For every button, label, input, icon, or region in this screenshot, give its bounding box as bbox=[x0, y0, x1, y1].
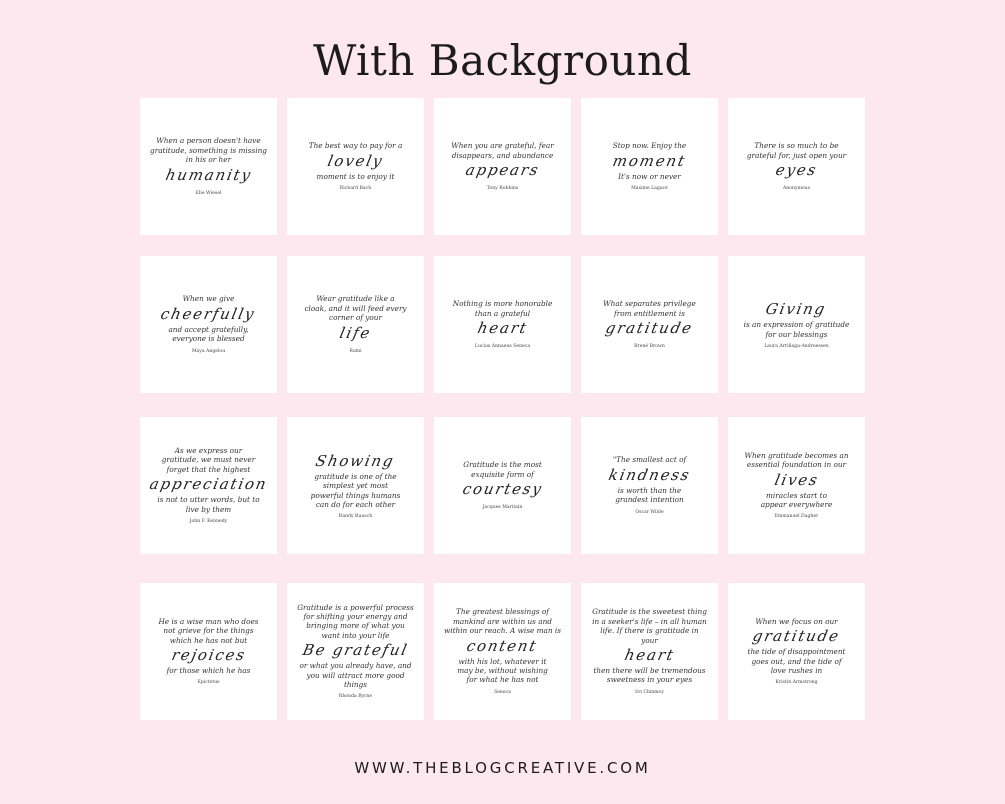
quote-card[interactable] bbox=[728, 417, 865, 554]
quote-script-word: content bbox=[465, 636, 540, 655]
quote-author: Laura Arrillaga-Andreessen bbox=[764, 343, 829, 349]
quote-author: Lucius Annaeus Seneca bbox=[474, 343, 531, 349]
quote-card[interactable] bbox=[728, 256, 865, 393]
quote-text-continued: miracles start to appear everywhere bbox=[760, 490, 833, 509]
quote-text: Gratitude is a powerful process for shifting your energy and bringing more of what you want into your life bbox=[297, 602, 414, 640]
quote-card[interactable] bbox=[140, 98, 277, 235]
quote-script-word: courtesy bbox=[460, 479, 545, 498]
quote-text-continued: the tide of disappointment goes out, and the tide of love rushes in bbox=[747, 647, 846, 675]
quote-card[interactable] bbox=[581, 98, 718, 235]
quote-card[interactable] bbox=[434, 583, 571, 720]
quote-script-word: rejoices bbox=[169, 645, 248, 664]
quote-text-continued: and accept gratefully, everyone is blessed bbox=[168, 324, 249, 344]
quote-author: Kristin Armstrong bbox=[775, 680, 818, 686]
quote-script-word: eyes bbox=[774, 160, 819, 179]
quote-author: Emmanuel Dagher bbox=[774, 514, 819, 520]
quote-script-word: Be grateful bbox=[301, 641, 410, 660]
quote-card[interactable] bbox=[728, 98, 865, 235]
quote-card[interactable] bbox=[581, 417, 718, 554]
quote-card[interactable] bbox=[434, 256, 571, 393]
quote-script-word: appears bbox=[463, 160, 542, 179]
quote-text: When gratitude becomes an essential foundation in our bbox=[744, 450, 849, 470]
quote-card[interactable] bbox=[287, 417, 424, 554]
quote-text: The greatest blessings of mankind are within us and within our reach. A wise man is bbox=[444, 607, 561, 636]
quote-text-continued: is worth than the grandest intention bbox=[615, 485, 684, 505]
quote-author: Richard Bach bbox=[339, 185, 372, 191]
quote-text: When we give bbox=[182, 294, 235, 304]
quote-text-continued: gratitude is one of the simplest yet most powerful things humans can do for each other bbox=[310, 471, 401, 509]
quote-text: There is so much to be grateful for, just open your bbox=[746, 141, 847, 160]
quote-card[interactable] bbox=[287, 583, 424, 720]
quote-author: Rumi bbox=[349, 348, 362, 354]
quote-text: "The smallest act of bbox=[612, 455, 687, 465]
quote-card[interactable] bbox=[140, 256, 277, 393]
quote-text-continued: It's now or never bbox=[618, 171, 681, 181]
quote-text: He is a wise man who does not grieve for the things which he has not but bbox=[158, 616, 259, 645]
quote-script-word: cheerfully bbox=[159, 304, 258, 323]
quote-text: Gratitude is the most exquisite form of bbox=[463, 460, 542, 479]
quote-text: When you are grateful, fear disappears, and abundance bbox=[451, 141, 554, 160]
quote-text: As we express our gratitude, we must never forget that the highest bbox=[161, 445, 256, 474]
quote-card[interactable] bbox=[434, 98, 571, 235]
quote-card[interactable] bbox=[287, 98, 424, 235]
quote-author: Epictetus bbox=[197, 680, 220, 686]
quote-script-word: appreciation bbox=[147, 475, 270, 494]
quote-text: When we focus on our bbox=[755, 616, 838, 626]
quote-text: What separates privilege from entitlement is bbox=[603, 299, 696, 318]
quote-card[interactable] bbox=[140, 417, 277, 554]
quote-card[interactable] bbox=[728, 583, 865, 720]
quote-script-word: moment bbox=[611, 151, 688, 170]
quote-text: The best way to pay for a bbox=[308, 141, 403, 151]
quote-card[interactable] bbox=[581, 256, 718, 393]
quote-script-word: humanity bbox=[163, 165, 254, 184]
quote-script-word: heart bbox=[475, 318, 530, 337]
quote-script-word: gratitude bbox=[604, 318, 695, 337]
quote-text-continued: is an expression of gratitude for our blessings bbox=[743, 320, 850, 339]
quote-text: Nothing is more honorable than a grateful bbox=[452, 299, 553, 318]
quote-card[interactable] bbox=[581, 583, 718, 720]
quote-card[interactable] bbox=[140, 583, 277, 720]
quote-text: When a person doesn't have gratitude, something is missing in his or her bbox=[150, 136, 267, 165]
quote-text: Wear gratitude like a cloak, and it will feed every corner of your bbox=[304, 294, 407, 323]
quote-text-continued: for those which he has bbox=[166, 665, 251, 675]
website-url[interactable]: WWW.THEBLOGCREATIVE.COM bbox=[354, 759, 651, 777]
quote-author: Tony Robbins bbox=[486, 185, 519, 191]
quote-author: Sri Chinmoy bbox=[635, 689, 664, 695]
quote-script-word: gratitude bbox=[751, 627, 842, 646]
quote-text: Gratitude is the sweetest thing in a seeker's life – in all human life. If there is gratitude in your bbox=[592, 607, 707, 645]
quote-author: Seneca bbox=[494, 689, 511, 695]
quote-author: Elie Wiesel bbox=[195, 190, 222, 196]
quote-script-word: lovely bbox=[325, 151, 386, 170]
quote-card[interactable] bbox=[434, 417, 571, 554]
quote-author: Rhonda Byrne bbox=[338, 694, 373, 700]
quote-text-continued: is not to utter words, but to live by them bbox=[157, 495, 260, 514]
quote-text-continued: then there will be tremendous sweetness in your eyes bbox=[593, 665, 706, 685]
quote-author: Brené Brown bbox=[634, 343, 665, 349]
quote-script-word: life bbox=[337, 323, 374, 342]
quote-script-word: heart bbox=[622, 645, 677, 664]
quote-text-continued: moment is to enjoy it bbox=[316, 171, 395, 181]
quote-text-continued: or what you already have, and you will attract more good things bbox=[299, 661, 412, 690]
quote-author: Maya Angelou bbox=[191, 348, 226, 354]
quote-text: Stop now. Enjoy the bbox=[612, 141, 687, 151]
quote-author: Oscar Wilde bbox=[635, 509, 664, 515]
page-title: With Background bbox=[313, 36, 692, 85]
quote-author: Jacques Maritain bbox=[482, 504, 523, 510]
quote-script-word: kindness bbox=[606, 465, 693, 484]
quote-author: Anonymous bbox=[782, 185, 811, 191]
quote-author: Randy Rausch bbox=[338, 514, 373, 520]
quote-author: John F. Kennedy bbox=[189, 519, 228, 525]
quote-script-word: Showing bbox=[314, 451, 397, 470]
quote-script-word: lives bbox=[772, 470, 821, 489]
quote-author: Maxime Lagacé bbox=[631, 185, 668, 191]
quote-card[interactable] bbox=[287, 256, 424, 393]
quote-text-continued: with his lot, whatever it may be, without wishing for what he has not bbox=[457, 656, 548, 685]
quote-script-word: Giving bbox=[764, 300, 829, 319]
